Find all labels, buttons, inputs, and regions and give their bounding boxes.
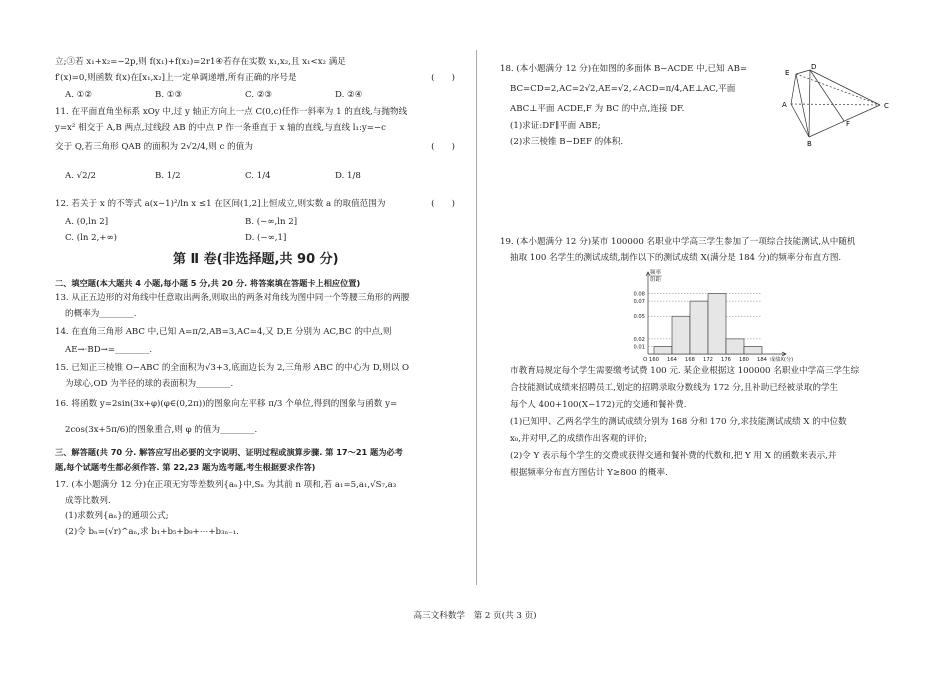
frequency-histogram (612, 266, 798, 366)
q17-line-2: 成等比数列. (65, 496, 111, 506)
y-tick-label: 0.01 (633, 344, 645, 351)
q10-line-2: f′(x)=0,则函数 f(x)在[x₁,x₂]上一定单调递增,所有正确的序号是 (55, 73, 297, 83)
origin-label: O (643, 357, 648, 363)
label-E: E (785, 69, 790, 77)
histogram-bar (690, 301, 708, 354)
page-footer: 高三文科数学 第 2 页(共 3 页) (413, 611, 537, 621)
q19-line-3: 市教育局规定每个学生需要缴考试费 100 元. 某企业根据这 100000 名职业中学高三学生综 (510, 366, 860, 376)
edge-AC-hidden (791, 104, 880, 105)
q11-option-a: A. √2/2 (65, 171, 96, 181)
part-two-title: 第 Ⅱ 卷(非选择题,共 90 分) (173, 252, 339, 267)
q10-line-1: 立;③若 x₁+x₂=−2p,则 f(x₁)+f(x₂)=2r1④若存在实数 x₁,x₂,且 x₁<x₂ 满足 (55, 57, 346, 67)
q19-line-4: 合技能测试成绩来招聘员工,划定的招聘录取分数线为 172 分,且补助已经被录取的学生 (510, 383, 839, 393)
q12-option-a: A. (0,ln 2] (65, 217, 109, 227)
edge-EB (796, 74, 809, 137)
q16-line-2: 2cos(3x+5π/6)的图象重合,则 φ 的值为________. (65, 425, 258, 435)
x-tick-label: 184 (757, 357, 767, 363)
histogram-bar (708, 294, 726, 354)
q19-line-5: 每个人 400+100(X−172)元的交通和餐补费. (510, 400, 687, 410)
q13-line-1: 13. 从正五边形的对角线中任意取出两条,则取出的两条对角线为图中同一个等腰三角形的两腰 (55, 293, 410, 303)
q16-line-1: 16. 将函数 y=2sin(3x+φ)(φ∈(0,2π))的图象向左平移 π/3 个单位,得到的图象与函数 y= (55, 399, 398, 409)
x-axis-title: 成绩X(分) (770, 357, 794, 363)
label-F: F (846, 120, 851, 128)
q10-option-d: D. ②④ (335, 90, 363, 100)
q12-line-1: 12. 若关于 x 的不等式 a(x−1)²/ln x ≤1 在区间(1,2]上恒成立,则实数 a 的取值范围为 (55, 199, 386, 209)
q11-line-1: 11. 在平面直角坐标系 xOy 中,过 y 轴正方向上一点 C(0,c)任作一斜率为 1 的直线,与抛物线 (55, 107, 408, 117)
q10-option-b: B. ①③ (155, 90, 183, 100)
q19-part-2-line-2: 根据频率分布直方图估计 Y≥800 的概率. (510, 468, 668, 478)
edge-BC (809, 105, 880, 137)
y-axis-title: 频率 (650, 270, 662, 276)
q17-part-2: (2)令 bₙ=(√r)^aₙ,求 b₁+b₅+b₉+⋯+b₃ₙ₋₁. (65, 527, 239, 537)
x-tick-label: 164 (667, 357, 677, 363)
q11-answer-bracket: ( ) (431, 142, 455, 152)
q11-option-d: D. 1/8 (335, 171, 361, 181)
q17-part-1: (1)求数列{aₙ}的通项公式; (65, 511, 169, 521)
q12-answer-bracket: ( ) (431, 199, 455, 209)
q11-option-b: B. 1/2 (155, 171, 181, 181)
q11-line-3: 交于 Q,若三角形 QAB 的面积为 2√2/4,则 c 的值为 (55, 142, 253, 152)
q11-line-2: y=x² 相交于 A,B 两点,过线段 AB 的中点 P 作一条垂直于 x 轴的直线,与直线 l₁:y=−c (55, 123, 386, 133)
q12-option-b: B. (−∞,ln 2] (245, 217, 298, 227)
histogram-bar (744, 346, 762, 354)
q10-option-c: C. ②③ (245, 90, 273, 100)
q18-line-2: BC=CD=2,AC=2√2,AE=√2,∠ACD=π/4,AE⊥AC,平面 (510, 84, 736, 94)
y-tick-label: 0.02 (633, 336, 645, 343)
edge-ED (796, 70, 810, 74)
q18-line-3: ABC⊥平面 ACDE,F 为 BC 的中点,连接 DF. (510, 104, 685, 114)
edge-AB (791, 104, 809, 137)
y-axis-title-unit: 组距 (650, 277, 662, 283)
q10-option-a: A. ①② (65, 90, 93, 100)
histogram-bar (654, 346, 672, 354)
polyhedron-figure (780, 62, 900, 152)
q19-part-1-line-1: (1)已知甲、乙两名学生的测试成绩分别为 168 分和 170 分,求技能测试成绩 X 的中位数 (510, 417, 847, 427)
edge-EA (791, 74, 796, 104)
q18-part-1: (1)求证:DF∥平面 ABE; (510, 121, 601, 131)
edge-DC (810, 70, 880, 105)
q14-line-1: 14. 在直角三角形 ABC 中,已知 A=π/2,AB=3,AC=4,又 D,E 分别为 AC,BC 的中点,则 (55, 327, 392, 337)
q12-option-d: D. (−∞,1] (245, 233, 287, 243)
q10-answer-bracket: ( ) (431, 73, 455, 83)
q19-part-1-line-2: x₀,并对甲,乙的成绩作出客观的评价; (510, 434, 647, 444)
q19-line-1: 19. (本小题满分 12 分)某市 100000 名职业中学高三学生参加了一项综合技能测试,从中随机 (500, 237, 856, 247)
x-tick-label: 180 (739, 357, 749, 363)
x-tick-label: 168 (685, 357, 695, 363)
q15-line-1: 15. 已知正三棱锥 O−ABC 的全面积为√3+3,底面边长为 2,三角形 ABC 的中心为 D,则以 O (55, 363, 410, 373)
column-divider (476, 50, 477, 585)
histogram-bar (726, 339, 744, 354)
q17-line-1: 17. (本小题满分 12 分)在正项无穷等差数列{aₙ}中,Sₙ 为其前 n 项和,若 a₁=5,a₁,√S₇,a₃ (55, 480, 397, 490)
label-A: A (782, 101, 787, 109)
y-tick-label: 0.05 (633, 314, 645, 321)
q19-line-2: 抽取 100 名学生的测试成绩,制作以下的测试成绩 X(满分是 184 分)的频率分布直方图. (510, 253, 842, 263)
label-D: D (811, 63, 817, 71)
q18-part-2: (2)求三棱锥 B−DEF 的体积. (510, 137, 624, 147)
q19-part-2-line-1: (2)令 Y 表示每个学生的交费或获得交通和餐补费的代数和,把 Y 用 X 的函数来表示,并 (510, 451, 837, 461)
x-tick-label: 160 (649, 357, 659, 363)
y-tick-label: 0.08 (633, 291, 645, 298)
edge-DB (809, 70, 810, 137)
q13-line-2: 的概率为________. (65, 309, 137, 319)
label-B: B (807, 140, 812, 148)
x-tick-label: 176 (721, 357, 731, 363)
y-tick-label: 0.07 (633, 299, 645, 306)
q12-option-c: C. (ln 2,+∞) (65, 233, 118, 243)
edge-EC-hidden (796, 74, 880, 105)
histogram-bar (672, 316, 690, 354)
solution-section-heading-2: 题,每个试题考生都必须作答. 第 22,23 题为选考题,考生根据要求作答) (55, 462, 316, 472)
q11-option-c: C. 1/4 (245, 171, 271, 181)
q14-line-2: AE→·BD→=________. (65, 345, 153, 355)
q15-line-2: 为球心,OD 为半径的球的表面积为________. (65, 379, 234, 389)
label-C: C (884, 102, 889, 110)
fill-in-section-heading: 二、填空题(本大题共 4 小题,每小题 5 分,共 20 分. 将答案填在答题卡上相应位置) (55, 278, 361, 288)
q18-line-1: 18. (本小题满分 12 分)在如图的多面体 B−ACDE 中,已知 AB= (500, 64, 748, 74)
edge-DF (810, 70, 844, 121)
solution-section-heading-1: 三、解答题(共 70 分. 解答应写出必要的文字说明、证明过程或演算步骤. 第 17～21 题为必考 (55, 447, 403, 457)
x-tick-label: 172 (703, 357, 713, 363)
